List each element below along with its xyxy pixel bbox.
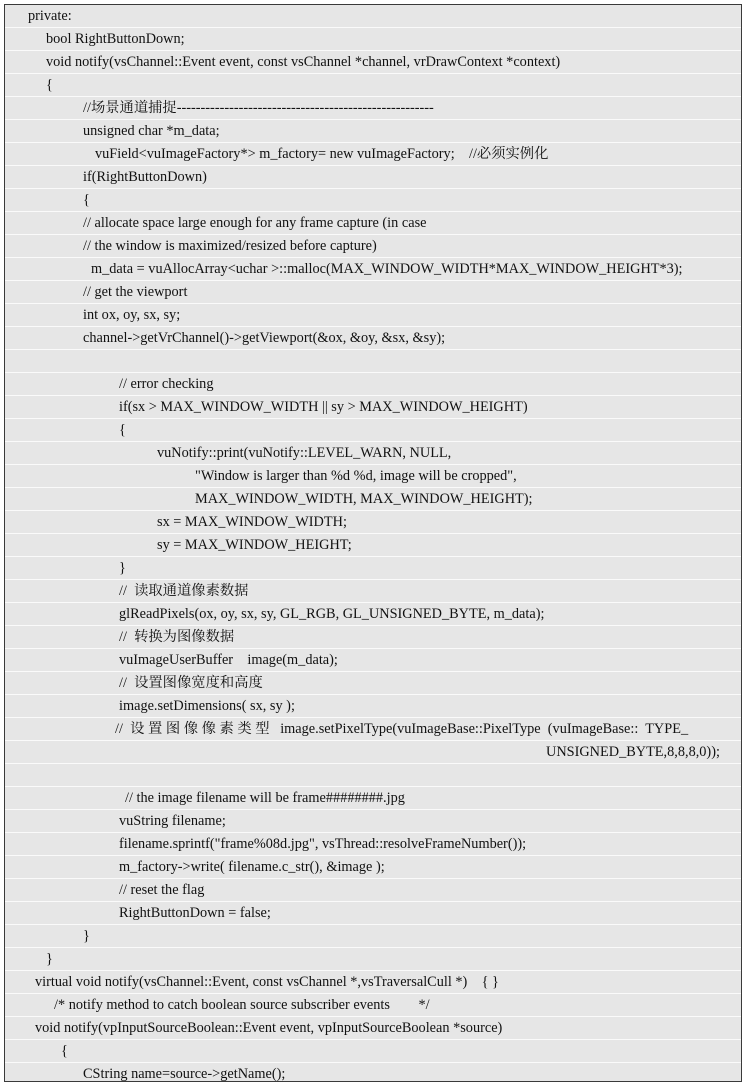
code-line-16 xyxy=(5,350,741,373)
code-listing xyxy=(4,4,742,1082)
code-line-20: vuNotify::print(vuNotify::LEVEL_WARN, NULL, xyxy=(5,442,741,465)
code-line-3: void notify(vsChannel::Event event, const vsChannel *channel, vrDrawContext *context) xyxy=(5,51,741,74)
code-line-24: sy = MAX_WINDOW_HEIGHT; xyxy=(5,534,741,557)
code-line-46: { xyxy=(5,1040,741,1063)
code-line-5: //场景通道捕捉------------------------------------------------------ xyxy=(5,97,741,120)
code-line-41: } xyxy=(5,925,741,948)
code-line-2: bool RightButtonDown; xyxy=(5,28,741,51)
code-line-36: vuString filename; xyxy=(5,810,741,833)
code-line-27: glReadPixels(ox, oy, sx, sy, GL_RGB, GL_UNSIGNED_BYTE, m_data); xyxy=(5,603,741,626)
code-line-37: filename.sprintf("frame%08d.jpg", vsThread::resolveFrameNumber()); xyxy=(5,833,741,856)
code-line-9: { xyxy=(5,189,741,212)
code-line-38: m_factory->write( filename.c_str(), &image ); xyxy=(5,856,741,879)
code-line-1: private: xyxy=(5,5,741,28)
code-line-22: MAX_WINDOW_WIDTH, MAX_WINDOW_HEIGHT); xyxy=(5,488,741,511)
code-line-17: // error checking xyxy=(5,373,741,396)
code-line-45: void notify(vpInputSourceBoolean::Event event, vpInputSourceBoolean *source) xyxy=(5,1017,741,1040)
code-line-32: // 设 置 图 像 像 素 类 型 image.setPixelType(vuImageBase::PixelType (vuImageBase:: TYPE_ xyxy=(5,718,741,741)
code-line-44: /* notify method to catch boolean source subscriber events */ xyxy=(5,994,741,1017)
code-line-34 xyxy=(5,764,741,787)
code-line-15: channel->getVrChannel()->getViewport(&ox, &oy, &sx, &sy); xyxy=(5,327,741,350)
code-line-40: RightButtonDown = false; xyxy=(5,902,741,925)
code-line-29: vuImageUserBuffer image(m_data); xyxy=(5,649,741,672)
code-line-23: sx = MAX_WINDOW_WIDTH; xyxy=(5,511,741,534)
code-line-8: if(RightButtonDown) xyxy=(5,166,741,189)
code-line-28: // 转换为图像数据 xyxy=(5,626,741,649)
code-line-11: // the window is maximized/resized before capture) xyxy=(5,235,741,258)
code-line-42: } xyxy=(5,948,741,971)
code-line-6: unsigned char *m_data; xyxy=(5,120,741,143)
code-line-31: image.setDimensions( sx, sy ); xyxy=(5,695,741,718)
code-line-12: m_data = vuAllocArray<uchar >::malloc(MAX_WINDOW_WIDTH*MAX_WINDOW_HEIGHT*3); xyxy=(5,258,741,281)
code-line-4: { xyxy=(5,74,741,97)
code-line-18: if(sx > MAX_WINDOW_WIDTH || sy > MAX_WINDOW_HEIGHT) xyxy=(5,396,741,419)
code-line-39: // reset the flag xyxy=(5,879,741,902)
code-line-30: // 设置图像宽度和高度 xyxy=(5,672,741,695)
code-line-10: // allocate space large enough for any frame capture (in case xyxy=(5,212,741,235)
code-line-19: { xyxy=(5,419,741,442)
code-line-25: } xyxy=(5,557,741,580)
code-line-47: CString name=source->getName(); xyxy=(5,1063,741,1082)
code-line-43: virtual void notify(vsChannel::Event, const vsChannel *,vsTraversalCull *) { } xyxy=(5,971,741,994)
code-line-13: // get the viewport xyxy=(5,281,741,304)
code-line-33: UNSIGNED_BYTE,8,8,8,0)); xyxy=(5,741,741,764)
code-line-14: int ox, oy, sx, sy; xyxy=(5,304,741,327)
code-line-35: // the image filename will be frame########.jpg xyxy=(5,787,741,810)
code-line-21: "Window is larger than %d %d, image will be cropped", xyxy=(5,465,741,488)
code-line-26: // 读取通道像素数据 xyxy=(5,580,741,603)
code-line-7: vuField<vuImageFactory*> m_factory= new vuImageFactory; //必须实例化 xyxy=(5,143,741,166)
